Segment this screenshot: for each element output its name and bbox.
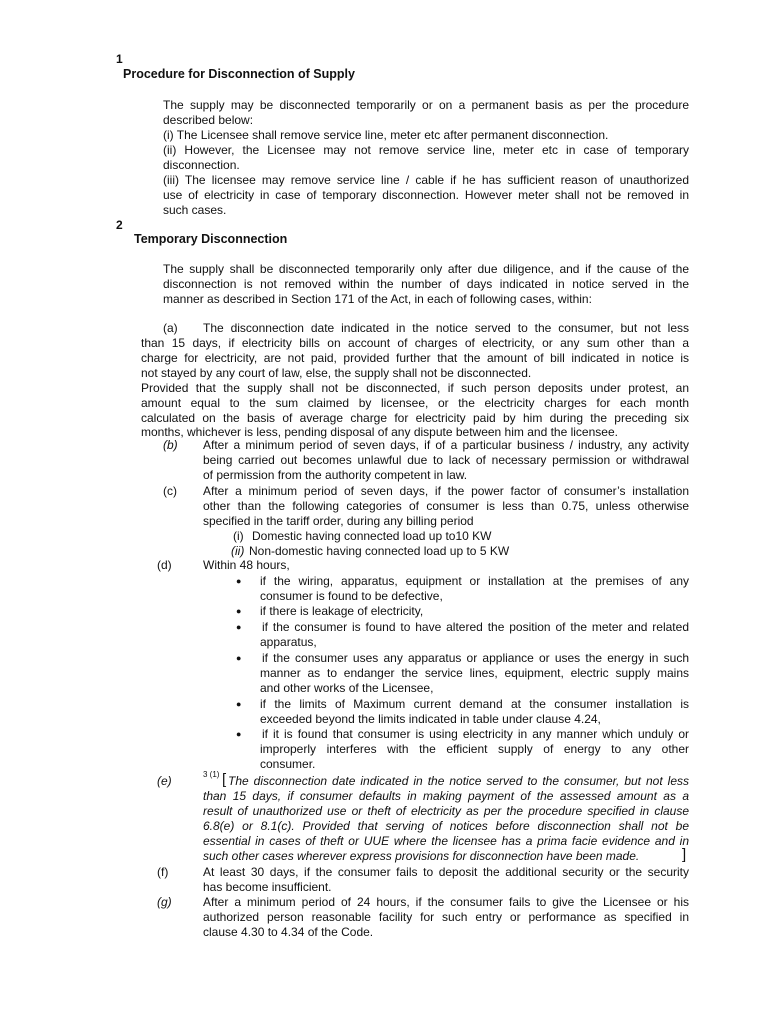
clause-a-line: calculated on the basis of average charge for electricity paid by him during the preceding six <box>141 411 689 425</box>
clause-e-line: such other cases wherever express provisions for disconnection have been made. <box>203 849 640 863</box>
clause-a-line: The disconnection date indicated in the notice served to the consumer, but not less <box>203 321 689 335</box>
bullet-line: if the consumer is found to have altered the position of the meter and related <box>262 620 689 634</box>
bullet-line: manner as to endanger the service lines, equipment, electric supply mains <box>260 666 689 680</box>
open-bracket: [ <box>222 771 227 788</box>
section-1-line: such cases. <box>163 203 227 217</box>
section-1-heading: Procedure for Disconnection of Supply <box>123 67 355 81</box>
bullet-line: if it is found that consumer is using electricity in any manner which unduly or <box>262 727 689 741</box>
clause-a-line: amount equal to the sum claimed by licensee, or the electricity charges for each month <box>141 396 689 410</box>
clause-c-line: other than the following categories of consumer is less than 0.75, unless otherwise <box>203 499 689 513</box>
clause-a-line: charge for electricity, are not paid, provided further that the amount of bill indicated in notice is <box>141 351 689 365</box>
clause-a-line: months, whichever is less, pending disposal of any dispute between him and the licensee. <box>141 425 618 439</box>
bullet-line: and other works of the Licensee, <box>260 681 434 695</box>
clause-g-line: clause 4.30 to 4.34 of the Code. <box>203 925 374 939</box>
clause-c-sub-text: Non-domestic having connected load up to 5 KW <box>249 544 510 558</box>
clause-e-line: essential in cases of theft or UUE where the licensee has a prima facie evidence and in <box>203 834 689 848</box>
clause-a-line: Provided that the supply shall not be disconnected, if such person deposits under protest, an <box>141 381 689 395</box>
clause-d-label: (d) <box>157 558 172 572</box>
bullet-icon: ● <box>236 622 242 632</box>
bullet-line: if the wiring, apparatus, equipment or installation at the premises of any <box>260 574 689 588</box>
bullet-icon: ● <box>236 606 242 616</box>
clause-c-line: specified in the tariff order, during any billing period <box>203 514 474 528</box>
clause-g-line: authorized person reasonable facility for such entry or performance as specified in <box>203 910 689 924</box>
clause-e-line: 6.8(e) or 8.1(c). Provided that serving of notices before disconnection shall not be <box>203 819 689 833</box>
clause-b-line: After a minimum period of seven days, if of a particular business / industry, any activity <box>203 438 689 452</box>
clause-g-line: After a minimum period of 24 hours, if the consumer fails to give the Licensee or his <box>203 895 689 909</box>
bullet-icon: ● <box>236 699 242 709</box>
clause-e-line: result of unauthorized use or theft of electricity as per the procedure specified in clause <box>203 804 689 818</box>
clause-c-sub-label: (ii) <box>231 544 245 558</box>
clause-e-label: (e) <box>157 774 172 788</box>
section-2-heading: Temporary Disconnection <box>134 232 288 246</box>
bullet-line: consumer is found to be defective, <box>260 589 443 603</box>
bullet-line: if the consumer uses any apparatus or appliance or uses the energy in such <box>262 651 689 665</box>
close-bracket: ] <box>682 846 687 863</box>
clause-c-sub-text: Domestic having connected load up to10 KW <box>252 529 492 543</box>
clause-a-line: than 15 days, if electricity bills on account of charges of electricity, or any sum other than a <box>141 336 689 350</box>
section-2-intro-line: disconnection is not removed within the number of days indicated in notice served in the <box>163 277 689 291</box>
bullet-line: exceeded beyond the limits indicated in table under clause 4.24, <box>260 712 601 726</box>
bullet-line: if there is leakage of electricity, <box>260 604 424 618</box>
clause-a-label: (a) <box>163 321 178 335</box>
clause-b-line: being carried out becomes unlawful due to lack of necessary permission or withdrawal <box>203 453 689 467</box>
section-2-number: 2 <box>116 218 123 232</box>
clause-g-label: (g) <box>157 895 172 909</box>
clause-b-label: (b) <box>163 438 178 452</box>
section-1-line: (i) The Licensee shall remove service line, meter etc after permanent disconnection. <box>163 128 609 142</box>
clause-a-line: not stayed by any court of law, else, the supply shall not be disconnected. <box>141 366 532 380</box>
bullet-icon: ● <box>236 576 242 586</box>
clause-e-line: than 15 days, if consumer defaults in making payment of the assessed amount as a <box>203 789 689 803</box>
bullet-icon: ● <box>236 729 242 739</box>
clause-f-label: (f) <box>157 865 169 879</box>
section-2-intro-line: The supply shall be disconnected temporarily only after due diligence, and if the cause of the <box>163 262 689 276</box>
bullet-line: improperly interferes with the efficient supply of energy to any other <box>260 742 689 756</box>
bullet-line: if the limits of Maximum current demand at the consumer installation is <box>260 697 689 711</box>
clause-f-line: At least 30 days, if the consumer fails to deposit the additional security or the security <box>203 865 689 879</box>
clause-c-line: After a minimum period of seven days, if the power factor of consumer’s installation <box>203 484 689 498</box>
clause-e-line: The disconnection date indicated in the notice served to the consumer, but not less <box>228 774 689 788</box>
section-2-intro-line: manner as described in Section 171 of the Act, in each of following cases, within: <box>163 292 592 306</box>
clause-b-line: of permission from the authority competent in law. <box>203 468 468 482</box>
section-1-line: The supply may be disconnected temporarily or on a permanent basis as per the procedure <box>163 98 689 112</box>
bullet-icon: ● <box>236 653 242 663</box>
clause-c-label: (c) <box>163 484 177 498</box>
section-1-line: (ii) However, the Licensee may not remove service line, meter etc in case of temporary <box>163 143 689 157</box>
clause-d-intro: Within 48 hours, <box>203 558 290 572</box>
bullet-line: consumer. <box>260 757 316 771</box>
clause-c-sub-label: (i) <box>233 529 244 543</box>
bullet-line: apparatus, <box>260 635 317 649</box>
section-1-line: disconnection. <box>163 158 240 172</box>
section-1-line: (iii) The licensee may remove service line / cable if he has sufficient reason of unauthorized <box>163 173 689 187</box>
section-1-line: described below: <box>163 113 254 127</box>
amendment-superscript: 3 (1) <box>203 770 220 779</box>
clause-f-line: has become insufficient. <box>203 880 332 894</box>
section-1-line: use of electricity in case of temporary disconnection. However meter shall not be removed in <box>163 188 689 202</box>
section-1-number: 1 <box>116 52 123 66</box>
